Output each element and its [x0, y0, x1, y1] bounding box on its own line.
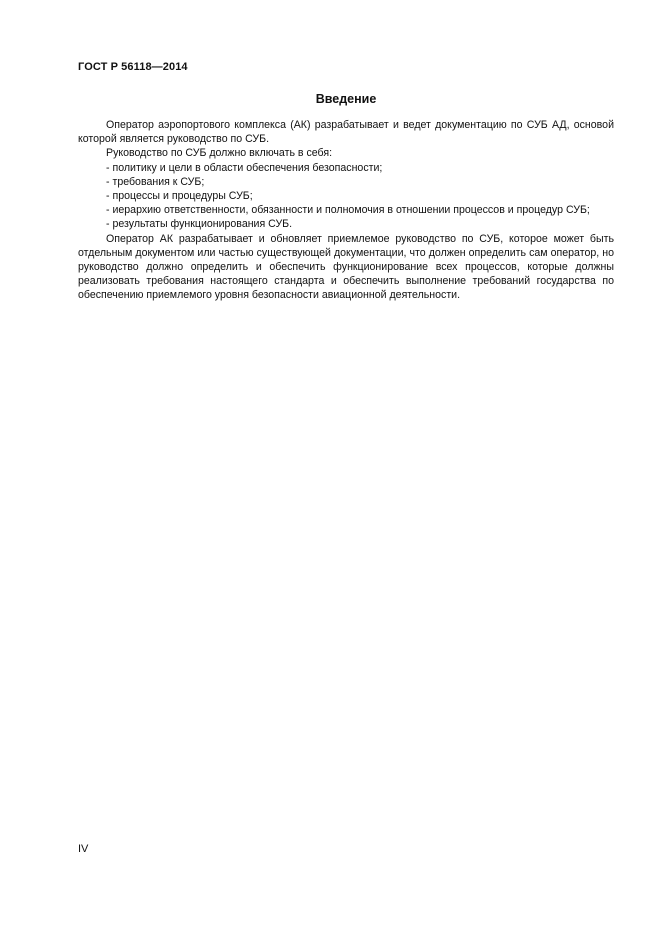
list-item-requirements: - требования к СУБ;: [106, 175, 205, 188]
section-title: Введение: [315, 92, 377, 106]
intro-paragraph-3: Оператор АК разрабатывает и обновляет приемлемое руководство по СУБ, которое может быть отдельным документом или частью существующей документации, что должен определить сам оператор, но руководство должно определить и обеспечить функционирование всех процессов, которые должны реализовать требования настоящего стандарта и обеспечить выполнение требований государства по обеспечению приемлемого уровня безопасности авиационной деятельности.: [78, 232, 614, 302]
list-item-policy: - политику и цели в области обеспечения безопасности;: [106, 161, 383, 174]
list-item-results: - результаты функционирования СУБ.: [106, 218, 293, 231]
introduction-text: [78, 118, 614, 303]
page-number: IV: [78, 843, 89, 855]
list-item-responsibility: - иерархию ответственности, обязанности и полномочия в отношении процессов и процедур СУБ;: [106, 204, 590, 217]
intro-paragraph-2: Руководство по СУБ должно включать в себя:: [106, 147, 333, 160]
list-item-processes: - процессы и процедуры СУБ;: [106, 190, 253, 203]
document-code-header: ГОСТ Р 56118—2014: [78, 61, 188, 73]
intro-paragraph-1: Оператор аэропортового комплекса (АК) разрабатывает и ведет документацию по СУБ АД, основой которой является руководство по СУБ.: [78, 119, 614, 146]
